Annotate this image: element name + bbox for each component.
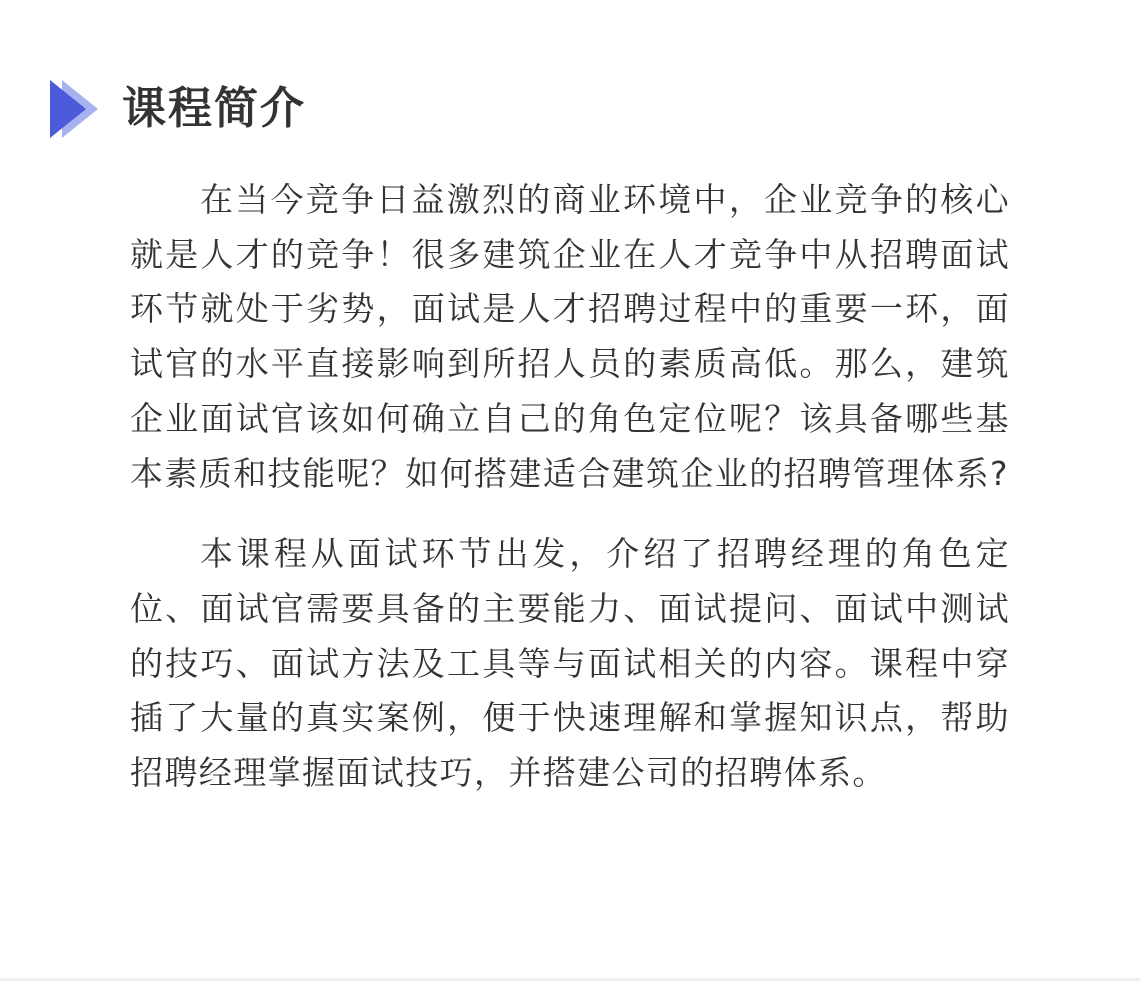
play-arrow-icon (48, 78, 100, 140)
intro-paragraph-1: 在当今竞争日益激烈的商业环境中，企业竞争的核心就是人才的竞争！很多建筑企业在人才竞争中从招聘面试环节就处于劣势，面试是人才招聘过程中的重要一环，面试官的水平直接影响到所招人员的素质高低。那么，建筑企业面试官该如何确立自己的角色定位呢？该具备哪些基本素质和技能呢？如何搭建适合建筑企业的招聘管理体系? (130, 180, 1010, 493)
section-title: 课程简介 (122, 83, 306, 134)
section-header (48, 78, 306, 140)
intro-paragraph-2: 本课程从面试环节出发，介绍了招聘经理的角色定位、面试官需要具备的主要能力、面试提问、面试中测试的技巧、面试方法及工具等与面试相关的内容。课程中穿插了大量的真实案例，便于快速理解和掌握知识点，帮助招聘经理掌握面试技巧，并搭建公司的招聘体系。 (130, 534, 1010, 793)
course-intro-body (130, 173, 1010, 801)
